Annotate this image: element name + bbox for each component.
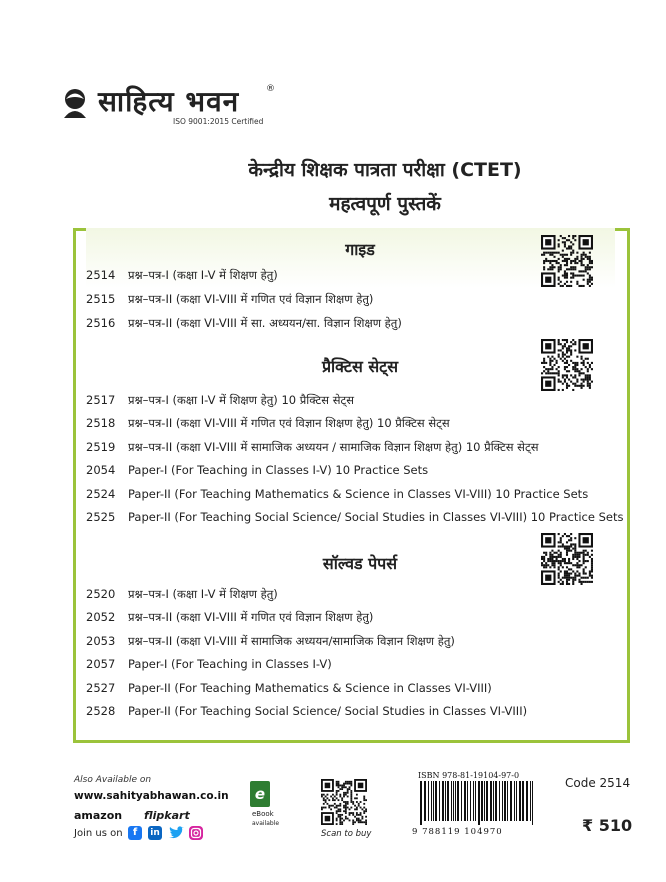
book-code: 2518	[86, 416, 116, 430]
book-title: Paper-II (For Teaching Social Science/ Social Studies in Classes VI-VIII) 10 Practice Sets	[128, 510, 624, 524]
book-title: प्रश्न–पत्र-I (कक्षा I-V में शिक्षण हेतु) 10 प्रैक्टिस सेट्स	[128, 393, 355, 407]
list-item	[86, 463, 428, 477]
section-heading-solved-papers: सॉल्वड पेपर्स	[322, 554, 398, 573]
twitter-icon[interactable]	[168, 826, 184, 840]
book-code-label: Code 2514	[565, 776, 631, 790]
isbn: ISBN 978-81-19104-97-0	[418, 771, 520, 780]
list-item	[86, 610, 373, 625]
book-title: प्रश्न–पत्र-II (कक्षा VI-VIII में सामाजिक अध्ययन/सामाजिक विज्ञान शिक्षण हेतु)	[128, 634, 455, 648]
flipkart-link[interactable]: flipkart	[144, 809, 190, 822]
instagram-icon[interactable]	[189, 826, 203, 840]
book-title: प्रश्न–पत्र-II (कक्षा VI-VIII में सा. अध्ययन/सा. विज्ञान शिक्षण हेतु)	[128, 316, 402, 330]
barcode-number: 9 788119 104970	[412, 827, 503, 837]
sahitya-bhawan-logo-icon	[60, 86, 90, 120]
book-code: 2527	[86, 681, 116, 695]
book-title: प्रश्न–पत्र-II (कक्षा VI-VIII में गणित एवं विज्ञान शिक्षण हेतु) 10 प्रैक्टिस सेट्स	[128, 416, 450, 430]
book-title: Paper-II (For Teaching Mathematics & Science in Classes VI-VIII)	[128, 681, 492, 695]
page-title: केन्द्रीय शिक्षक पात्रता परीक्षा (CTET)	[248, 159, 522, 181]
list-item	[86, 316, 402, 331]
book-code: 2517	[86, 393, 116, 407]
book-title: प्रश्न–पत्र-I (कक्षा I-V में शिक्षण हेतु)	[128, 268, 278, 282]
join-us-label: Join us on	[74, 828, 123, 839]
brand-name: साहित्य भवन	[98, 85, 240, 118]
qr-code-guide-icon[interactable]	[541, 235, 593, 287]
ebook-icon[interactable]: e	[250, 781, 270, 807]
book-title: प्रश्न–पत्र-I (कक्षा I-V में शिक्षण हेतु)	[128, 587, 278, 601]
book-code: 2052	[86, 610, 116, 624]
book-code: 2520	[86, 587, 116, 601]
isbn-barcode	[418, 781, 536, 825]
list-item	[86, 587, 278, 602]
book-title: प्रश्न–पत्र-II (कक्षा VI-VIII में सामाजिक अध्ययन / सामाजिक विज्ञान शिक्षण हेतु) 10 प्रैक्टिस सेट्स	[128, 440, 539, 454]
price: ₹ 510	[582, 816, 633, 835]
also-available-label: Also Available on	[74, 775, 152, 785]
list-item	[86, 440, 539, 455]
qr-code-practice-sets-icon[interactable]	[541, 339, 593, 391]
list-item	[86, 292, 373, 307]
iso-certification: ISO 9001:2015 Certified	[173, 117, 264, 126]
list-item	[86, 657, 332, 671]
qr-code-solved-papers-icon[interactable]	[541, 533, 593, 585]
book-code: 2514	[86, 268, 116, 282]
ebook-label: eBook	[252, 810, 274, 818]
list-item	[86, 416, 450, 431]
book-code: 2057	[86, 657, 116, 671]
website-link[interactable]: www.sahityabhawan.co.in	[74, 790, 229, 802]
section-heading-practice-sets: प्रैक्टिस सेट्स	[321, 357, 399, 376]
book-code: 2524	[86, 487, 116, 501]
scan-to-buy-label: Scan to buy	[321, 829, 372, 839]
book-code: 2525	[86, 510, 116, 524]
book-title: प्रश्न–पत्र-II (कक्षा VI-VIII में गणित एवं विज्ञान शिक्षण हेतु)	[128, 610, 374, 624]
book-title: Paper-II (For Teaching Social Science/ Social Studies in Classes VI-VIII)	[128, 704, 528, 718]
book-code: 2519	[86, 440, 116, 454]
book-title: Paper-I (For Teaching in Classes I-V)	[128, 657, 332, 671]
book-code: 2054	[86, 463, 116, 477]
book-code: 2053	[86, 634, 116, 648]
scan-to-buy-qr-icon[interactable]	[321, 779, 367, 825]
page-subtitle: महत्वपूर्ण पुस्तकें	[329, 193, 441, 215]
list-item	[86, 704, 527, 718]
book-code: 2528	[86, 704, 116, 718]
linkedin-icon[interactable]: in	[148, 826, 162, 840]
book-code: 2515	[86, 292, 116, 306]
book-title: Paper-II (For Teaching Mathematics & Science in Classes VI-VIII) 10 Practice Sets	[128, 487, 589, 501]
amazon-link[interactable]: amazon	[74, 809, 123, 822]
facebook-icon[interactable]: f	[128, 826, 142, 840]
list-item	[86, 681, 492, 695]
list-item	[86, 634, 455, 649]
book-title: प्रश्न–पत्र-II (कक्षा VI-VIII में गणित एवं विज्ञान शिक्षण हेतु)	[128, 292, 374, 306]
list-item	[86, 487, 588, 501]
book-code: 2516	[86, 316, 116, 330]
frame-top-left	[73, 228, 86, 231]
registered-mark: ®	[266, 84, 275, 94]
list-item	[86, 268, 278, 283]
frame-top-right	[615, 228, 630, 231]
list-item	[86, 393, 354, 408]
ebook-available: available	[252, 820, 280, 827]
book-title: Paper-I (For Teaching in Classes I-V) 10 Practice Sets	[128, 463, 429, 477]
list-item	[86, 510, 624, 524]
section-heading-guide: गाइड	[345, 240, 375, 259]
